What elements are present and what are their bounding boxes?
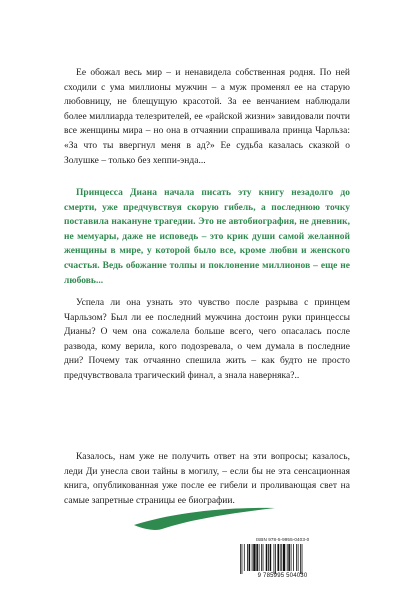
barcode-bar [298,544,299,571]
barcode-bar [281,544,282,571]
barcode-bar [288,544,290,571]
barcode-bar [302,544,303,574]
barcode-bar [244,544,245,571]
barcode-bar [270,544,272,571]
paragraph-questions [64,296,350,384]
paragraph-highlight-text: Принцесса Диана начала писать эту книгу незадолго до смерти, уже предчувствуя скорую гибель, а последнюю точку поставила накануне трагедии. Это не автобиография, не дневник, не мемуары, даже не исповедь – это крик души самой желанной женщины в мире, у которой было все, кроме любви и женского счастья. Ведь обожание толпы и поклонение миллионов – еще не любовь... [64,188,350,286]
barcode-bar [293,544,294,571]
barcode-bar [256,544,258,571]
barcode-bar [300,544,301,574]
barcode-bar [277,544,279,571]
barcode-digits: 9 785995 504030 [257,573,308,579]
barcode-bars [240,544,326,574]
paragraph-conclusion-text: Казалось, нам уже не получить ответ на эти вопросы; казалось, леди Ди унесла свои тайны в могилу, – если бы не эта сенсационная книга, опубликованная уже после ее гибели и проливающая свет на самые запретные страницы ее биографии. [64,452,350,506]
barcode-bar [296,544,297,571]
barcode-bar [240,544,241,574]
barcode-bar [283,544,285,571]
isbn-label: ISBN 978-5-9955-0403-0 [255,537,310,542]
paragraph-questions-text: Успела ли она узнать это чувство после разрыва с принцем Чарльзом? Был ли ее последний мужчина достоин руки принцессы Дианы? О чем она сожалела больше всего, чего опасалась после развода, кому верила, кого подозревала, о чем думала в последние дни? Почему так отчаянно спешила жить – как будто не просто предчувствовала трагический финал, а знала наверняка?.. [64,298,350,381]
paragraph-highlight [64,186,350,288]
paragraph-conclusion [64,450,350,508]
decorative-swoosh-ornament [132,505,277,531]
paragraph-intro-text: Ее обожал весь мир – и ненавидела собственная родня. По ней сходили с ума миллионы мужчин – а муж променял ее на старую любовницу, не блещущую красотой. За ее венчанием наблюдали более миллиарда телезрителей, ее «райской жизни» завидовали почти все женщины мира – но она в отчаянии спрашивала принца Чарльза: «За что ты ввергнул меня в ад?» Ее судьба казалась сказкой о Золушке – только без хеппи-энда... [64,68,350,166]
barcode-bar [252,544,253,571]
barcode-bar [266,544,268,571]
barcode-bar [261,544,262,571]
barcode-bar [268,544,269,571]
barcode-bar [291,544,292,571]
barcode-bar [263,544,264,571]
barcode-bar [275,544,276,574]
barcode-block [234,537,331,581]
barcode-bar [242,544,243,574]
barcode-bar [249,544,251,571]
barcode-bar [253,544,255,571]
barcode-bar [274,544,275,574]
barcode-bar [280,544,281,571]
barcode-bar [287,544,288,571]
barcode-bar [259,544,260,571]
barcode-bar [247,544,248,571]
paragraph-intro [64,66,350,168]
